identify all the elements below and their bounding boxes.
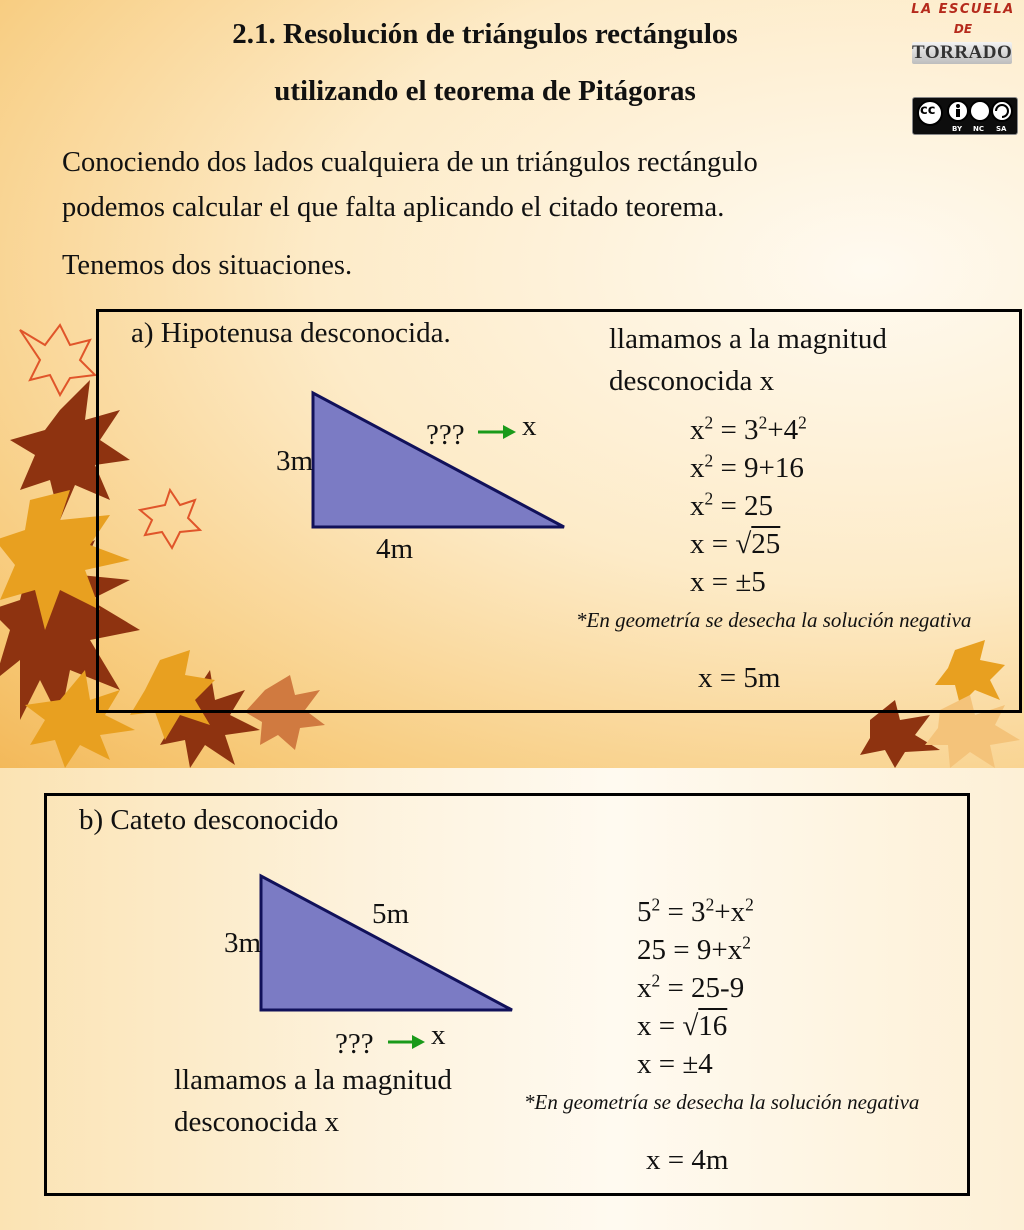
case-a-base-label: 4m	[376, 533, 414, 565]
intro-line2: podemos calcular el que falta aplicando el citado teorema.	[62, 192, 725, 223]
page-title-line2: utilizando el teorema de Pitágoras	[274, 75, 696, 107]
case-a-var-label: x	[522, 410, 537, 442]
case-b-eq4: x = √16	[637, 1010, 728, 1042]
case-a-eq3: $x^2 = 25$	[690, 488, 774, 522]
case-b-triangle	[0, 768, 1024, 1230]
case-a-eq1: $x^2 = 3^2+4^2$	[690, 412, 807, 446]
intro-line1: Conociendo dos lados cualquiera de un triángulos rectángulo	[62, 147, 758, 178]
case-a-eq2: $x^2 = 9+16$	[690, 450, 804, 484]
intro-line3: Tenemos dos situaciones.	[62, 250, 353, 281]
license-by: BY	[952, 125, 963, 133]
case-b-eq3: $x^2 = 25-9$	[637, 970, 745, 1004]
logo-line2: DE	[953, 22, 973, 36]
case-b-side-label: 3m	[224, 927, 262, 959]
case-b-result: x = 4m	[646, 1144, 729, 1176]
license-nc: NC	[973, 125, 984, 133]
case-b-var-label: x	[431, 1019, 446, 1051]
cc-label: cc	[920, 103, 936, 118]
case-b-note: *En geometría se desecha la solución negativa	[524, 1090, 920, 1114]
case-b-heading: b) Cateto desconocido	[79, 804, 339, 836]
case-a-heading: a) Hipotenusa desconocida.	[131, 317, 451, 349]
page-title-line1: 2.1. Resolución de triángulos rectángulos	[232, 18, 738, 50]
case-a-note: *En geometría se desecha la solución negativa	[576, 608, 972, 632]
case-a-explain-line1: llamamos a la magnitud	[609, 323, 887, 355]
case-a-result: x = 5m	[698, 662, 781, 694]
case-b-eq5: x = ±4	[637, 1048, 713, 1080]
slide-b	[0, 768, 1024, 1230]
license-sa: SA	[996, 125, 1007, 133]
case-a-eq5: x = ±5	[690, 566, 766, 598]
case-b-hyp-label: 5m	[372, 898, 410, 930]
case-b-explain-line1: llamamos a la magnitud	[174, 1064, 452, 1096]
logo-line3: TORRADO	[912, 42, 1013, 63]
case-b-eq2: $25 = 9+x^2$	[637, 932, 751, 966]
case-a-explain-line2: desconocida x	[609, 365, 775, 397]
case-b-unknown-label: ???	[335, 1028, 374, 1060]
case-b-eq1: $5^2 = 3^2+x^2$	[637, 894, 754, 928]
case-a-unknown-label: ???	[426, 419, 465, 451]
case-a-side-label: 3m	[276, 445, 314, 477]
logo-line1: LA ESCUELA	[911, 2, 1015, 17]
case-b-explain-line2: desconocida x	[174, 1106, 340, 1138]
case-a-eq4: x = √25	[690, 528, 781, 560]
